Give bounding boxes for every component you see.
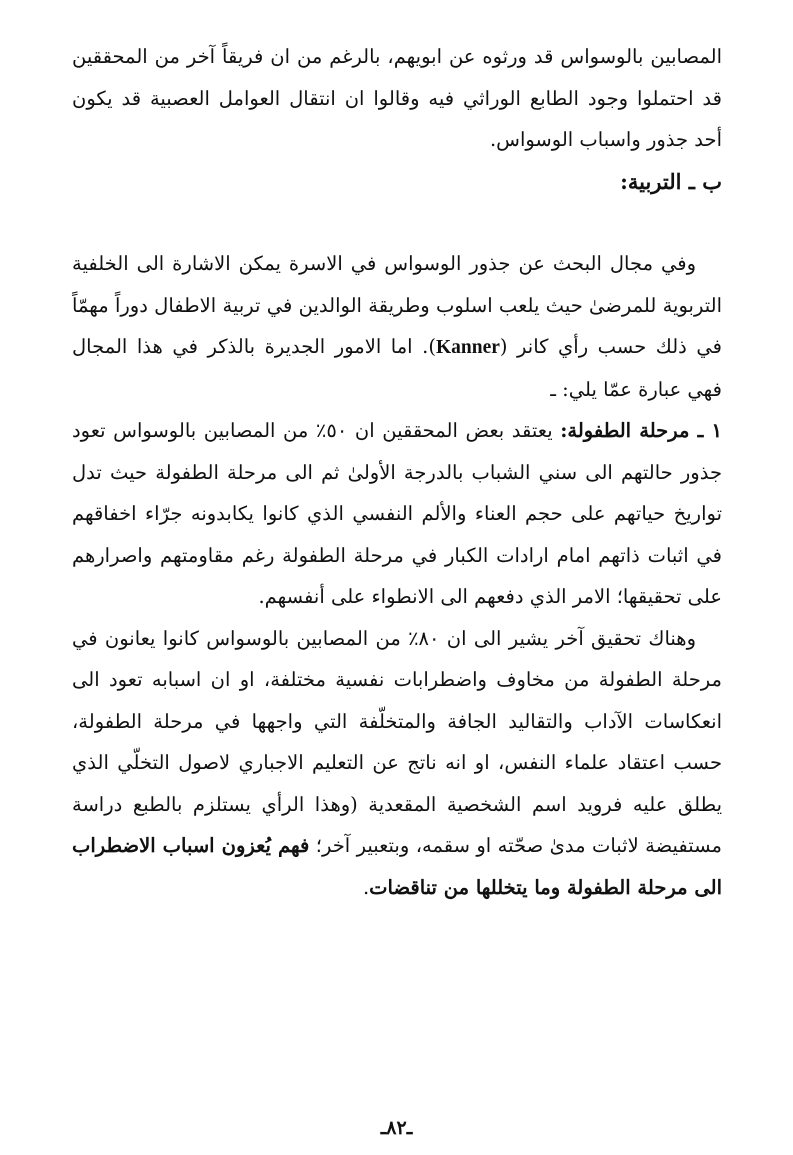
paragraph-other-study <box>72 618 722 909</box>
paragraph-upbringing-text-end: ). اما الامور الجديرة بالذكر في هذا المجال فهي عبارة عمّا يلي: ـ <box>72 335 722 401</box>
paragraph-childhood-stage <box>72 410 722 618</box>
section-heading-upbringing: ب ـ التربية: <box>620 168 722 194</box>
paragraph-upbringing-text-start: وفي مجال البحث عن جذور الوسواس في الاسرة يمكن الاشارة الى الخلفية التربوية للمرضىٰ حيث يلعب اسلوب وطريقة الوالدين في تربية الاطفال دوراً مهمّاً في ذلك حسب رأي كانر ( <box>72 252 722 358</box>
paragraph-heredity-conclusion: المصابين بالوسواس قد ورثوه عن ابويهم، بالرغم من ان فريقاً آخر من المحققين قد احتملوا وجود الطابع الوراثي فيه وقالوا ان انتقال العوامل العصبية قد يكون أحد جذور واسباب الوسواس. <box>72 45 722 151</box>
other-study-bold-text: فهم يُعزون اسباب الاضطراب الى مرحلة الطفولة وما يتخللها من تناقضات <box>72 834 722 899</box>
other-study-end: . <box>362 875 370 899</box>
paragraph-upbringing-intro <box>72 243 722 410</box>
other-study-text: وهناك تحقيق آخر يشير الى ان ٨٠٪ من المصابين بالوسواس كانوا يعانون في مرحلة الطفولة من مخاوف واضطرابات نفسية مختلفة، او ان اسبابه تعود الى انعكاسات الآداب والتقاليد الجافة والمتخلّفة التي واجهها في مرحلة الطفولة، حسب اعتقاد علماء النفس، او انه ناتج عن التعليم الاجباري لاصول التخلّي الذي يطلق عليه فرويد اسم الشخصية المقعدية (وهذا الرأي يستلزم بالطبع دراسة مستفيضة لاثبات مدىٰ صحّته او سقمه، وبتعبير آخر؛ <box>72 626 722 857</box>
kanner-name: Kanner <box>435 337 500 358</box>
childhood-stage-text: يعتقد بعض المحققين ان ٥٠٪ من المصابين بالوسواس تعود جذور حالتهم الى سني الشباب بالدرجة الأولىٰ ثم الى مرحلة الطفولة حيث تدل تواريخ حياتهم على حجم العناء والألم النفسي الذي كانوا يكابدونه جرّاء اخفاقهم في اثبات ذاتهم امام ارادات الكبار في مرحلة الطفولة رغم مقاومتهم واصرارهم على تحقيقها؛ الامر الذي دفعهم الى الانطواء على أنفسهم. <box>72 419 722 608</box>
page-number: ـ٨٢ـ <box>380 1117 413 1139</box>
childhood-stage-label: ١ ـ مرحلة الطفولة: <box>560 419 722 442</box>
document-body <box>72 36 722 908</box>
